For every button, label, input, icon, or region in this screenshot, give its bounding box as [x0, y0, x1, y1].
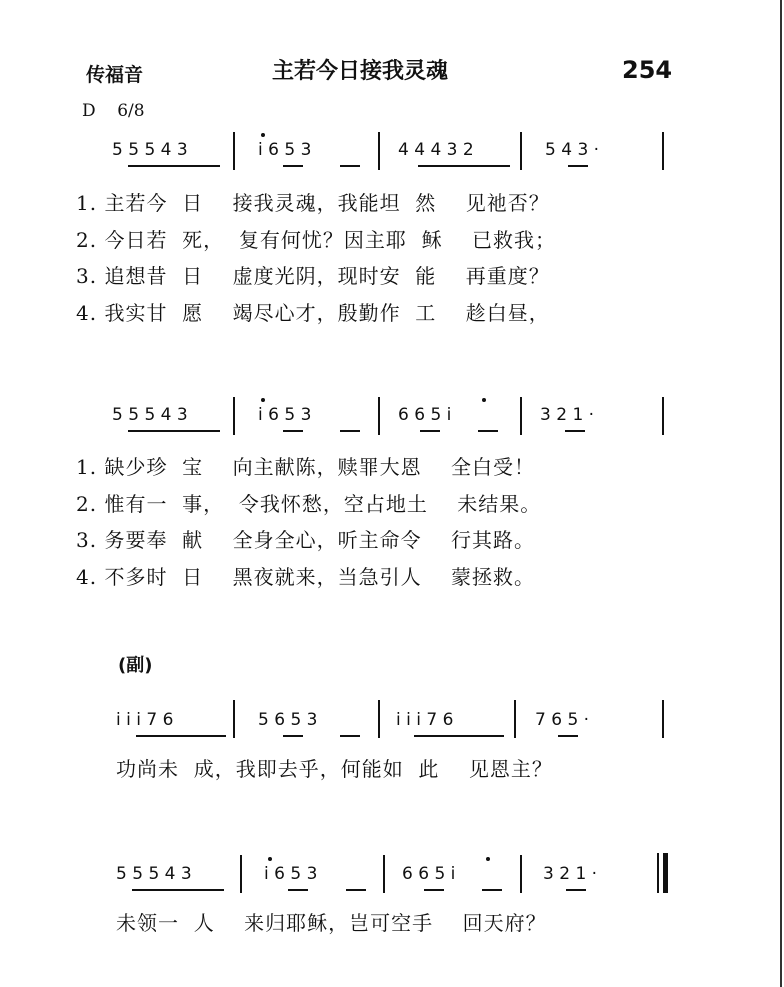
high-octave-dot [486, 857, 490, 861]
beam-underline [128, 165, 220, 167]
measure-4: 3 2 1 · [543, 864, 598, 884]
barline [514, 700, 516, 738]
barline [233, 397, 235, 435]
beam-underline [568, 165, 588, 167]
lyric-verse-2: 2. 今日若 死， 复有何忧？因主耶 稣 已救我； [76, 228, 557, 252]
beam-underline [420, 430, 440, 432]
beam-underline [132, 889, 224, 891]
beam-underline [424, 889, 444, 891]
high-octave-dot [268, 857, 272, 861]
measure-2: 5 6 5 3 [258, 710, 318, 730]
barline [240, 855, 242, 893]
beam-underline [340, 165, 360, 167]
barline [233, 700, 235, 738]
barline [520, 397, 522, 435]
measure-1: 5 5 5 4 3 [112, 140, 188, 160]
measure-4: 3 2 1 · [540, 405, 595, 425]
beam-underline [346, 889, 366, 891]
beam-underline [128, 430, 220, 432]
lyric-verse-2: 2. 惟有一 事， 令我怀愁，空占地土 未结果。 [76, 492, 542, 516]
measure-3: 4 4 4 3 2 [398, 140, 474, 160]
measure-3: 6 6 5 i [398, 405, 452, 425]
beam-underline [558, 735, 578, 737]
beam-underline [288, 889, 308, 891]
final-barline-thin [657, 853, 659, 893]
key-signature: D 6/8 [82, 101, 145, 121]
high-octave-dot [261, 398, 265, 402]
page-edge-line [780, 0, 782, 987]
lyric-refrain-2: 未领一 人 来归耶稣，岂可空手 回天府？ [116, 911, 547, 935]
lyric-verse-4: 4. 不多时 日 黑夜就来，当急引人 蒙拯救。 [76, 565, 536, 589]
measure-3: 6 6 5 i [402, 864, 456, 884]
beam-underline [566, 889, 586, 891]
beam-underline [478, 430, 498, 432]
barline [520, 855, 522, 893]
beam-underline [283, 735, 303, 737]
high-octave-dot [482, 398, 486, 402]
hymn-category: 传福音 [86, 64, 144, 86]
measure-4: 7 6 5 · [535, 710, 590, 730]
measure-2: i 6 5 3 [258, 140, 312, 160]
barline [383, 855, 385, 893]
barline [662, 397, 664, 435]
barline [378, 700, 380, 738]
barline [662, 700, 664, 738]
lyric-refrain-1: 功尚未 成，我即去乎，何能如 此 见恩主？ [116, 757, 553, 781]
beam-underline [418, 165, 510, 167]
barline [378, 397, 380, 435]
lyric-verse-3: 3. 务要奉 献 全身全心，听主命令 行其路。 [76, 528, 536, 552]
high-octave-dot [261, 133, 265, 137]
measure-2: i 6 5 3 [258, 405, 312, 425]
lyric-verse-3: 3. 追想昔 日 虚度光阴，现时安 能 再重度？ [76, 264, 550, 288]
hymn-number: 254 [622, 56, 673, 84]
beam-underline [414, 735, 504, 737]
measure-2: i 6 5 3 [264, 864, 318, 884]
barline [662, 132, 664, 170]
beam-underline [565, 430, 585, 432]
hymn-title: 主若今日接我灵魂 [272, 59, 449, 84]
barline [520, 132, 522, 170]
measure-4: 5 4 3 · [545, 140, 600, 160]
beam-underline [283, 430, 303, 432]
beam-underline [283, 165, 303, 167]
lyric-verse-1: 1. 主若今 日 接我灵魂，我能坦 然 见祂否？ [76, 191, 550, 215]
beam-underline [340, 430, 360, 432]
measure-3: i i i 7 6 [396, 710, 454, 730]
beam-underline [340, 735, 360, 737]
measure-1: 5 5 5 4 3 [112, 405, 188, 425]
measure-1: 5 5 5 4 3 [116, 864, 192, 884]
barline [378, 132, 380, 170]
beam-underline [136, 735, 226, 737]
beam-underline [482, 889, 502, 891]
lyric-verse-4: 4. 我实甘 愿 竭尽心才，殷勤作 工 趁白昼， [76, 301, 550, 325]
refrain-label: (副) [118, 655, 153, 676]
measure-1: i i i 7 6 [116, 710, 174, 730]
final-barline-heavy [663, 853, 668, 893]
barline [233, 132, 235, 170]
lyric-verse-1: 1. 缺少珍 宝 向主献陈，赎罪大恩 全白受！ [76, 455, 536, 479]
